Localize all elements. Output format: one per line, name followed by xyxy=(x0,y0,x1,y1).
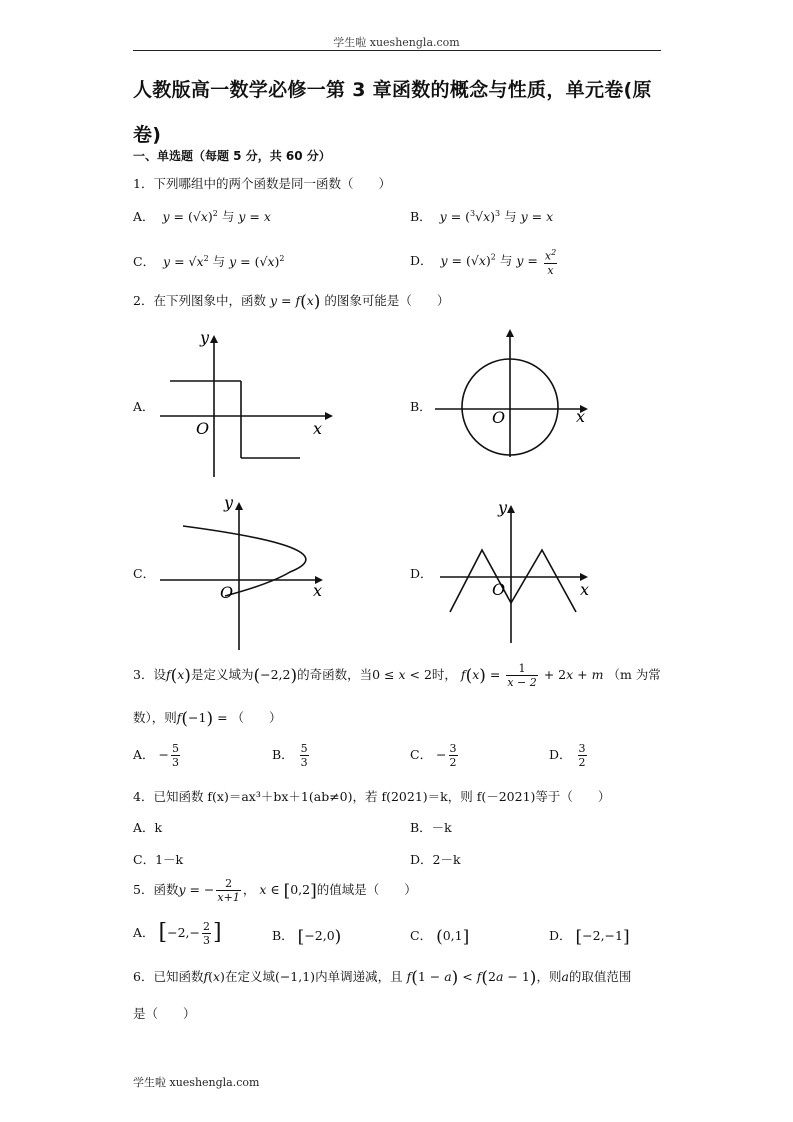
q5-option-c: C． (0,1] xyxy=(410,927,470,947)
fraction-denominator: 3 xyxy=(300,756,308,769)
section-heading: 一、单选题（每题 5 分，共 60 分） xyxy=(133,149,331,163)
fraction-numerator: 3 xyxy=(578,742,586,755)
q6-text: 内单调递减，且 xyxy=(315,969,403,984)
fraction-numerator: 2 xyxy=(202,920,210,933)
q3-option-c: C． − $\frac{3}{2}$ xyxy=(410,742,457,769)
option-label: B． xyxy=(272,928,294,943)
fraction-denominator: x+1 xyxy=(217,891,240,904)
q3-stem-line2: 数），则f(−1) = （ ） xyxy=(133,709,282,729)
q3-option-b xyxy=(272,742,311,769)
graph-c-parabola xyxy=(150,492,340,652)
origin-label: O xyxy=(492,580,506,599)
option-label: B． xyxy=(272,747,294,762)
fraction xyxy=(449,742,458,769)
option-label: A． xyxy=(133,925,155,940)
q2-option-d-label: D． xyxy=(410,566,433,581)
q6-stem: 6．已知函数f(x)在定义域(−1,1)内单调递减，且 f(1 − a) < f(2a − 1)，则a的取值范围 xyxy=(133,968,632,988)
axis-x-label: x xyxy=(576,407,586,426)
q3-option-d xyxy=(549,742,589,769)
connector-text: 与 xyxy=(221,209,235,224)
q4-option-a: A．k xyxy=(133,820,163,835)
q6-text: 的取值范围 xyxy=(568,969,632,984)
q5-text: 的值域是（ ） xyxy=(316,882,417,897)
header-divider xyxy=(133,50,661,51)
q3-text: 是定义域为 xyxy=(190,667,254,682)
q5-option-d: D． [−2,−1] xyxy=(549,927,630,947)
q1-option-c: C． $y = √x^2$ 与 $y = (√x)^2$ xyxy=(133,253,285,269)
connector-text: 与 xyxy=(212,254,226,269)
document-title: 人教版高一数学必修一第 3 章函数的概念与性质，单元卷(原卷) xyxy=(133,79,652,146)
fraction-numerator: 5 xyxy=(300,742,308,755)
q3-text: （m 为常 xyxy=(607,667,661,682)
q6-text: ，则 xyxy=(536,969,562,984)
fraction-denominator: 2 xyxy=(578,756,586,769)
graph-d-zigzag xyxy=(430,495,595,645)
option-label: A． xyxy=(133,209,155,224)
fraction-numerator: 5 xyxy=(171,742,179,755)
origin-label: O xyxy=(492,408,506,427)
q4-stem: 4．已知函数 f(x)＝ax³＋bx＋1(ab≠0)，若 f(2021)＝k，则 f(－2021)等于（ ） xyxy=(133,789,611,804)
graph-a-step xyxy=(150,325,340,480)
axis-x-label: x xyxy=(580,580,590,599)
fraction-numerator: 2 xyxy=(216,877,240,891)
q6-text: 在定义域 xyxy=(224,969,275,984)
fraction-denominator: 3 xyxy=(171,756,179,769)
option-label: D． xyxy=(549,747,572,762)
fraction xyxy=(216,877,240,904)
q5-option-a: A． [−2,− $\frac{2}{3}$ ] xyxy=(133,920,222,947)
q3-text: （ ） xyxy=(231,710,282,725)
fraction: $\frac{x^2}{x}$ xyxy=(544,248,557,277)
q6-stem-line2: 是（ ） xyxy=(133,1006,196,1021)
q4-option-d: D．2－k xyxy=(410,852,461,867)
option-label: C． xyxy=(410,747,433,762)
axis-y-label: y xyxy=(498,498,508,517)
connector-text: 与 xyxy=(499,252,513,268)
option-label: D． xyxy=(549,928,572,943)
connector-text: 与 xyxy=(504,209,517,224)
q3-stem: 3．设f(x)是定义域为(−2,2)的奇函数，当0 ≤ x < 2时， f(x) = $\frac{1}{x - 2}$ + 2x + m （m 为常 xyxy=(133,662,661,689)
page-footer: 学生啦 xueshengla.com xyxy=(133,1076,260,1089)
origin-label: O xyxy=(220,583,234,602)
q2-option-c-label: C． xyxy=(133,566,156,581)
fraction xyxy=(171,742,180,769)
q4-option-c: C．1－k xyxy=(133,852,184,867)
q2-stem-pre: 2．在下列图象中，函数 xyxy=(133,293,266,308)
q5-option-b: B． [−2,0) xyxy=(272,927,342,947)
q1-option-a: A． $y = (√x)^2$ 与 y = x xyxy=(133,208,271,224)
option-label: C． xyxy=(133,254,156,269)
fraction-numerator: 3 xyxy=(449,742,457,755)
q1-option-d: D． $y = (√x)^2$ 与 y = $\frac{x^2}{x}$ xyxy=(410,248,557,277)
q3-option-a: A． − $\frac{5}{3}$ xyxy=(133,742,179,769)
q3-text: 数），则 xyxy=(133,710,177,725)
origin-label: O xyxy=(196,419,210,438)
q3-text: 的奇函数，当 xyxy=(297,667,373,682)
fraction-denominator: 3 xyxy=(202,934,210,947)
page-header: 学生啦 xueshengla.com xyxy=(333,36,460,49)
fraction-denominator: 2 xyxy=(449,756,457,769)
q2-option-a-label: A． xyxy=(133,399,155,414)
q3-text: 3．设 xyxy=(133,667,166,682)
q6-text: 6．已知函数 xyxy=(133,969,204,984)
option-label: B． xyxy=(410,209,432,224)
fraction xyxy=(300,742,309,769)
q5-text: 5．函数 xyxy=(133,882,179,897)
q1-stem: 1．下列哪组中的两个函数是同一函数（ ） xyxy=(133,176,391,191)
fraction xyxy=(202,920,211,947)
fraction: $\frac{1}{x - 2}$ xyxy=(507,662,537,689)
option-label: A． xyxy=(133,747,155,762)
q1-option-b: B． $y = (^3√x)^3$ 与 y = x xyxy=(410,208,554,224)
axis-x-label: x xyxy=(313,419,323,438)
option-label: D． xyxy=(410,252,433,268)
option-label: C． xyxy=(410,928,433,943)
axis-y-label: y xyxy=(224,493,234,512)
q2-option-b-label: B． xyxy=(410,399,432,414)
q4-option-b: B．－k xyxy=(410,820,452,835)
q2-stem: 2．在下列图象中，函数 y = f(x) 的图象可能是（ ） xyxy=(133,292,450,312)
graph-b-circle xyxy=(430,325,595,460)
q3-text: 时， xyxy=(431,667,457,682)
axis-x-label: x xyxy=(313,581,323,600)
q5-stem: 5．函数y = − $\frac{2}{x+1}$ ， x ∈ [0,2]的值域是（ ） xyxy=(133,877,417,904)
fraction xyxy=(578,742,587,769)
q2-stem-post: 的图象可能是（ ） xyxy=(324,293,450,308)
axis-y-label: y xyxy=(200,328,210,347)
